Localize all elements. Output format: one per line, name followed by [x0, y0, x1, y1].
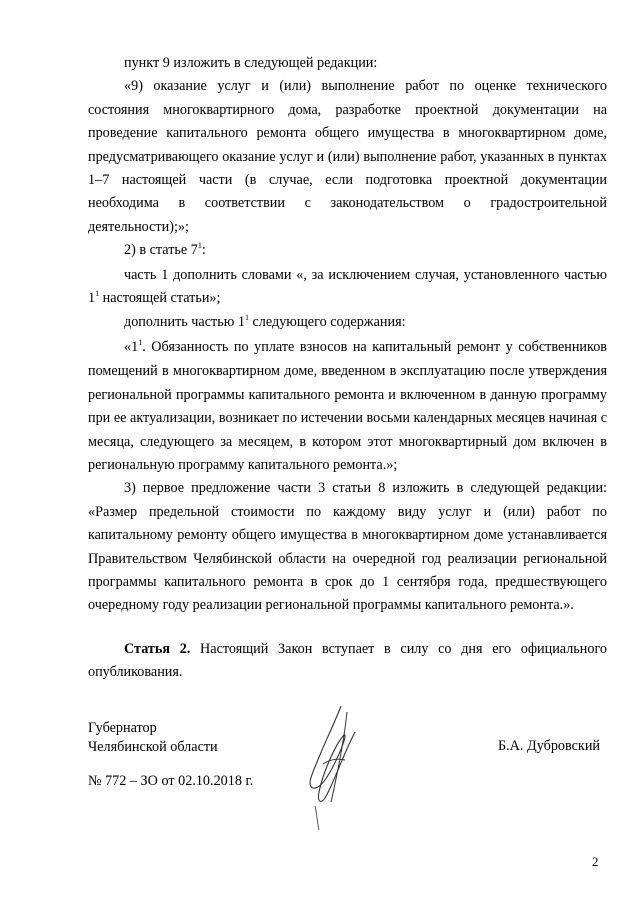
- paragraph-text: часть 1 дополнить словами «, за исключением случая, установленного частью 1: [88, 266, 607, 307]
- article-2-label: Статья 2.: [124, 641, 191, 657]
- paragraph-text: дополнить частью 1: [124, 314, 245, 331]
- paragraph-text: «9) оказание услуг и (или) выполнение работ по оценке технического состояния многоквартирного дома, разработке проектной документации на проведение капитального ремонта общего имущества в многоквартирном доме, предусматривающего оказание услуг и (или) выполнение работ, указанных в пунктах 1–7 настоящей части (в случае, если подготовка проектной документации необходима в соответствии с законодательством о градостроительной деятельности);»;: [88, 78, 607, 235]
- paragraph-text: . Обязанность по уплате взносов на капитальный ремонт у собственников помещений в многоквартирном доме, введенном в эксплуатацию после утверждения региональной программы капитального ремонта и включенном в данную программу при ее актуализации, возникает по истечении восьми календарных месяцев начиная с месяца, следующего за месяцем, в котором этот многоквартирный дом включен в региональную программу капитального ремонта.»;: [88, 338, 607, 473]
- paragraph-article-7-1: [88, 239, 607, 263]
- article-2-paragraph: [88, 638, 607, 685]
- superscript: 1: [244, 313, 249, 323]
- paragraph-part-1-amend: [88, 264, 607, 312]
- paragraph-part-1-1-text: [88, 336, 607, 477]
- paragraph-part-1-1-add: [88, 311, 607, 335]
- paragraph-text: :: [201, 242, 206, 259]
- signatory-title: [88, 719, 218, 757]
- paragraph-text: 3) первое предложение части 3 статьи 8 изложить в следующей редакции: «Размер предельной стоимости по каждому виду услуг и (или) работ по капитальному ремонту общего имущества в многоквартирном доме устанавливается Правительством Челябинской области на очередной год реализации региональной программы капитального ремонта в срок до 1 сентября года, предшествующего очередному году реализации региональной программы капитального ремонта.».: [88, 480, 607, 614]
- superscript: 1: [138, 337, 143, 347]
- signatory-title-line2: Челябинской области: [88, 739, 218, 755]
- paragraph-text: настоящей статьи»;: [99, 290, 221, 307]
- paragraph-item-9-intro: [88, 52, 607, 75]
- page-number: 2: [592, 854, 599, 869]
- body-text: [88, 52, 607, 618]
- article-2: [88, 638, 607, 685]
- superscript: 1: [95, 289, 100, 299]
- paragraph-text: 2) в статье 7: [124, 242, 198, 259]
- paragraph-text: «1: [124, 338, 139, 355]
- article-2-text: Настоящий Закон вступает в силу со дня его официального опубликования.: [88, 641, 608, 681]
- signatory-name: Б.А. Дубровский: [497, 738, 600, 754]
- paragraph-item-9: [88, 75, 607, 239]
- paragraph-text: пункт 9 изложить в следующей редакции:: [124, 55, 378, 71]
- superscript: 1: [197, 241, 202, 251]
- handwritten-signature: [295, 702, 367, 834]
- law-number: № 772 – ЗО от 02.10.2018 г.: [88, 773, 254, 789]
- paragraph-text: следующего содержания:: [248, 314, 406, 331]
- paragraph-article-8: [88, 477, 607, 617]
- signatory-title-line1: Губернатор: [88, 720, 157, 736]
